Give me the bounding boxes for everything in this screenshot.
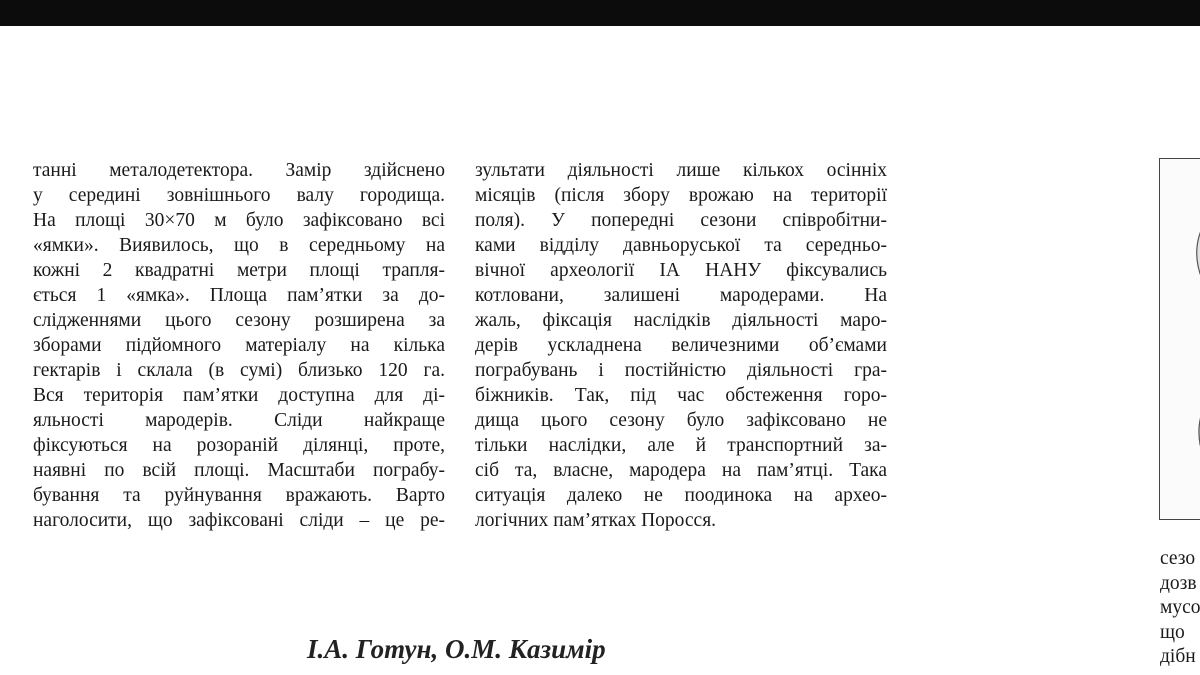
side-line: мусо <box>1160 597 1200 618</box>
left-line: гектарів і склала (в сумі) близько 120 га. <box>33 360 445 381</box>
left-line: зборами підйомного матеріалу на кілька <box>33 335 445 356</box>
right-line: ситуація далеко не поодинока на архео- <box>475 485 887 506</box>
right-line: тільки наслідки, але й транспортний за- <box>475 435 887 456</box>
side-line: що <box>1160 621 1185 643</box>
right-line: вічної археології ІА НАНУ фіксувались <box>475 260 887 281</box>
right-text-column <box>475 158 887 533</box>
right-line: котловани, залишені мародерами. На <box>475 285 887 306</box>
right-line: зультати діяльності лише кількох осінніх <box>475 160 887 181</box>
right-line: поля). У попередні сезони співробітни- <box>475 210 887 231</box>
left-line: фіксуються на розораній ділянці, проте, <box>33 435 445 456</box>
right-line: дища цього сезону було зафіксовано не <box>475 410 887 431</box>
left-line: ється 1 «ямка». Площа пам’ятки за до- <box>33 285 445 306</box>
left-line: бування та руйнування вражають. Варто <box>33 485 445 506</box>
left-line: На площі 30×70 м було зафіксовано всі <box>33 210 445 231</box>
left-line: яльності мародерів. Сліди найкраще <box>33 410 445 431</box>
left-text-column <box>33 158 445 533</box>
left-line: Вся територія пам’ятки доступна для ді- <box>33 385 445 406</box>
left-line: слідженнями цього сезону розширена за <box>33 310 445 331</box>
side-line: дібн <box>1160 646 1196 667</box>
figure-drawing <box>1160 159 1200 519</box>
right-line: місяців (після збору врожаю на території <box>475 185 887 206</box>
left-line: кожні 2 квадратні метри площі трапля- <box>33 260 445 281</box>
left-line: у середині зовнішнього валу городища. <box>33 185 445 206</box>
left-line: наголосити, що зафіксовані сліди – це ре- <box>33 510 445 531</box>
right-line: пограбувань і постійністю діяльності гра- <box>475 360 887 381</box>
left-line: «ямки». Виявилось, що в середньому на <box>33 235 445 256</box>
side-line: дозв <box>1160 572 1197 594</box>
figure-frame <box>1159 158 1200 520</box>
side-line: сезо <box>1160 548 1196 569</box>
right-line: жаль, фіксація наслідків діяльності маро- <box>475 310 887 331</box>
right-line: сіб та, власне, мародера на пам’ятці. Така <box>475 460 887 481</box>
left-line: танні металодетектора. Замір здійснено <box>33 160 445 181</box>
right-line: ками відділу давньоруської та середньо- <box>475 235 887 256</box>
top-bar <box>0 0 1200 26</box>
left-line: наявні по всій площі. Масштаби пограбу- <box>33 460 445 481</box>
right-line: логічних пам’ятках Поросся. <box>475 510 717 531</box>
right-line: дерів ускладнена величезними об’ємами <box>475 335 887 356</box>
authors-line: І.А. Готун, О.М. Казимір <box>307 634 606 664</box>
right-line: біжників. Так, під час обстеження горо- <box>475 385 887 406</box>
cut-off-side-column <box>1160 547 1200 670</box>
